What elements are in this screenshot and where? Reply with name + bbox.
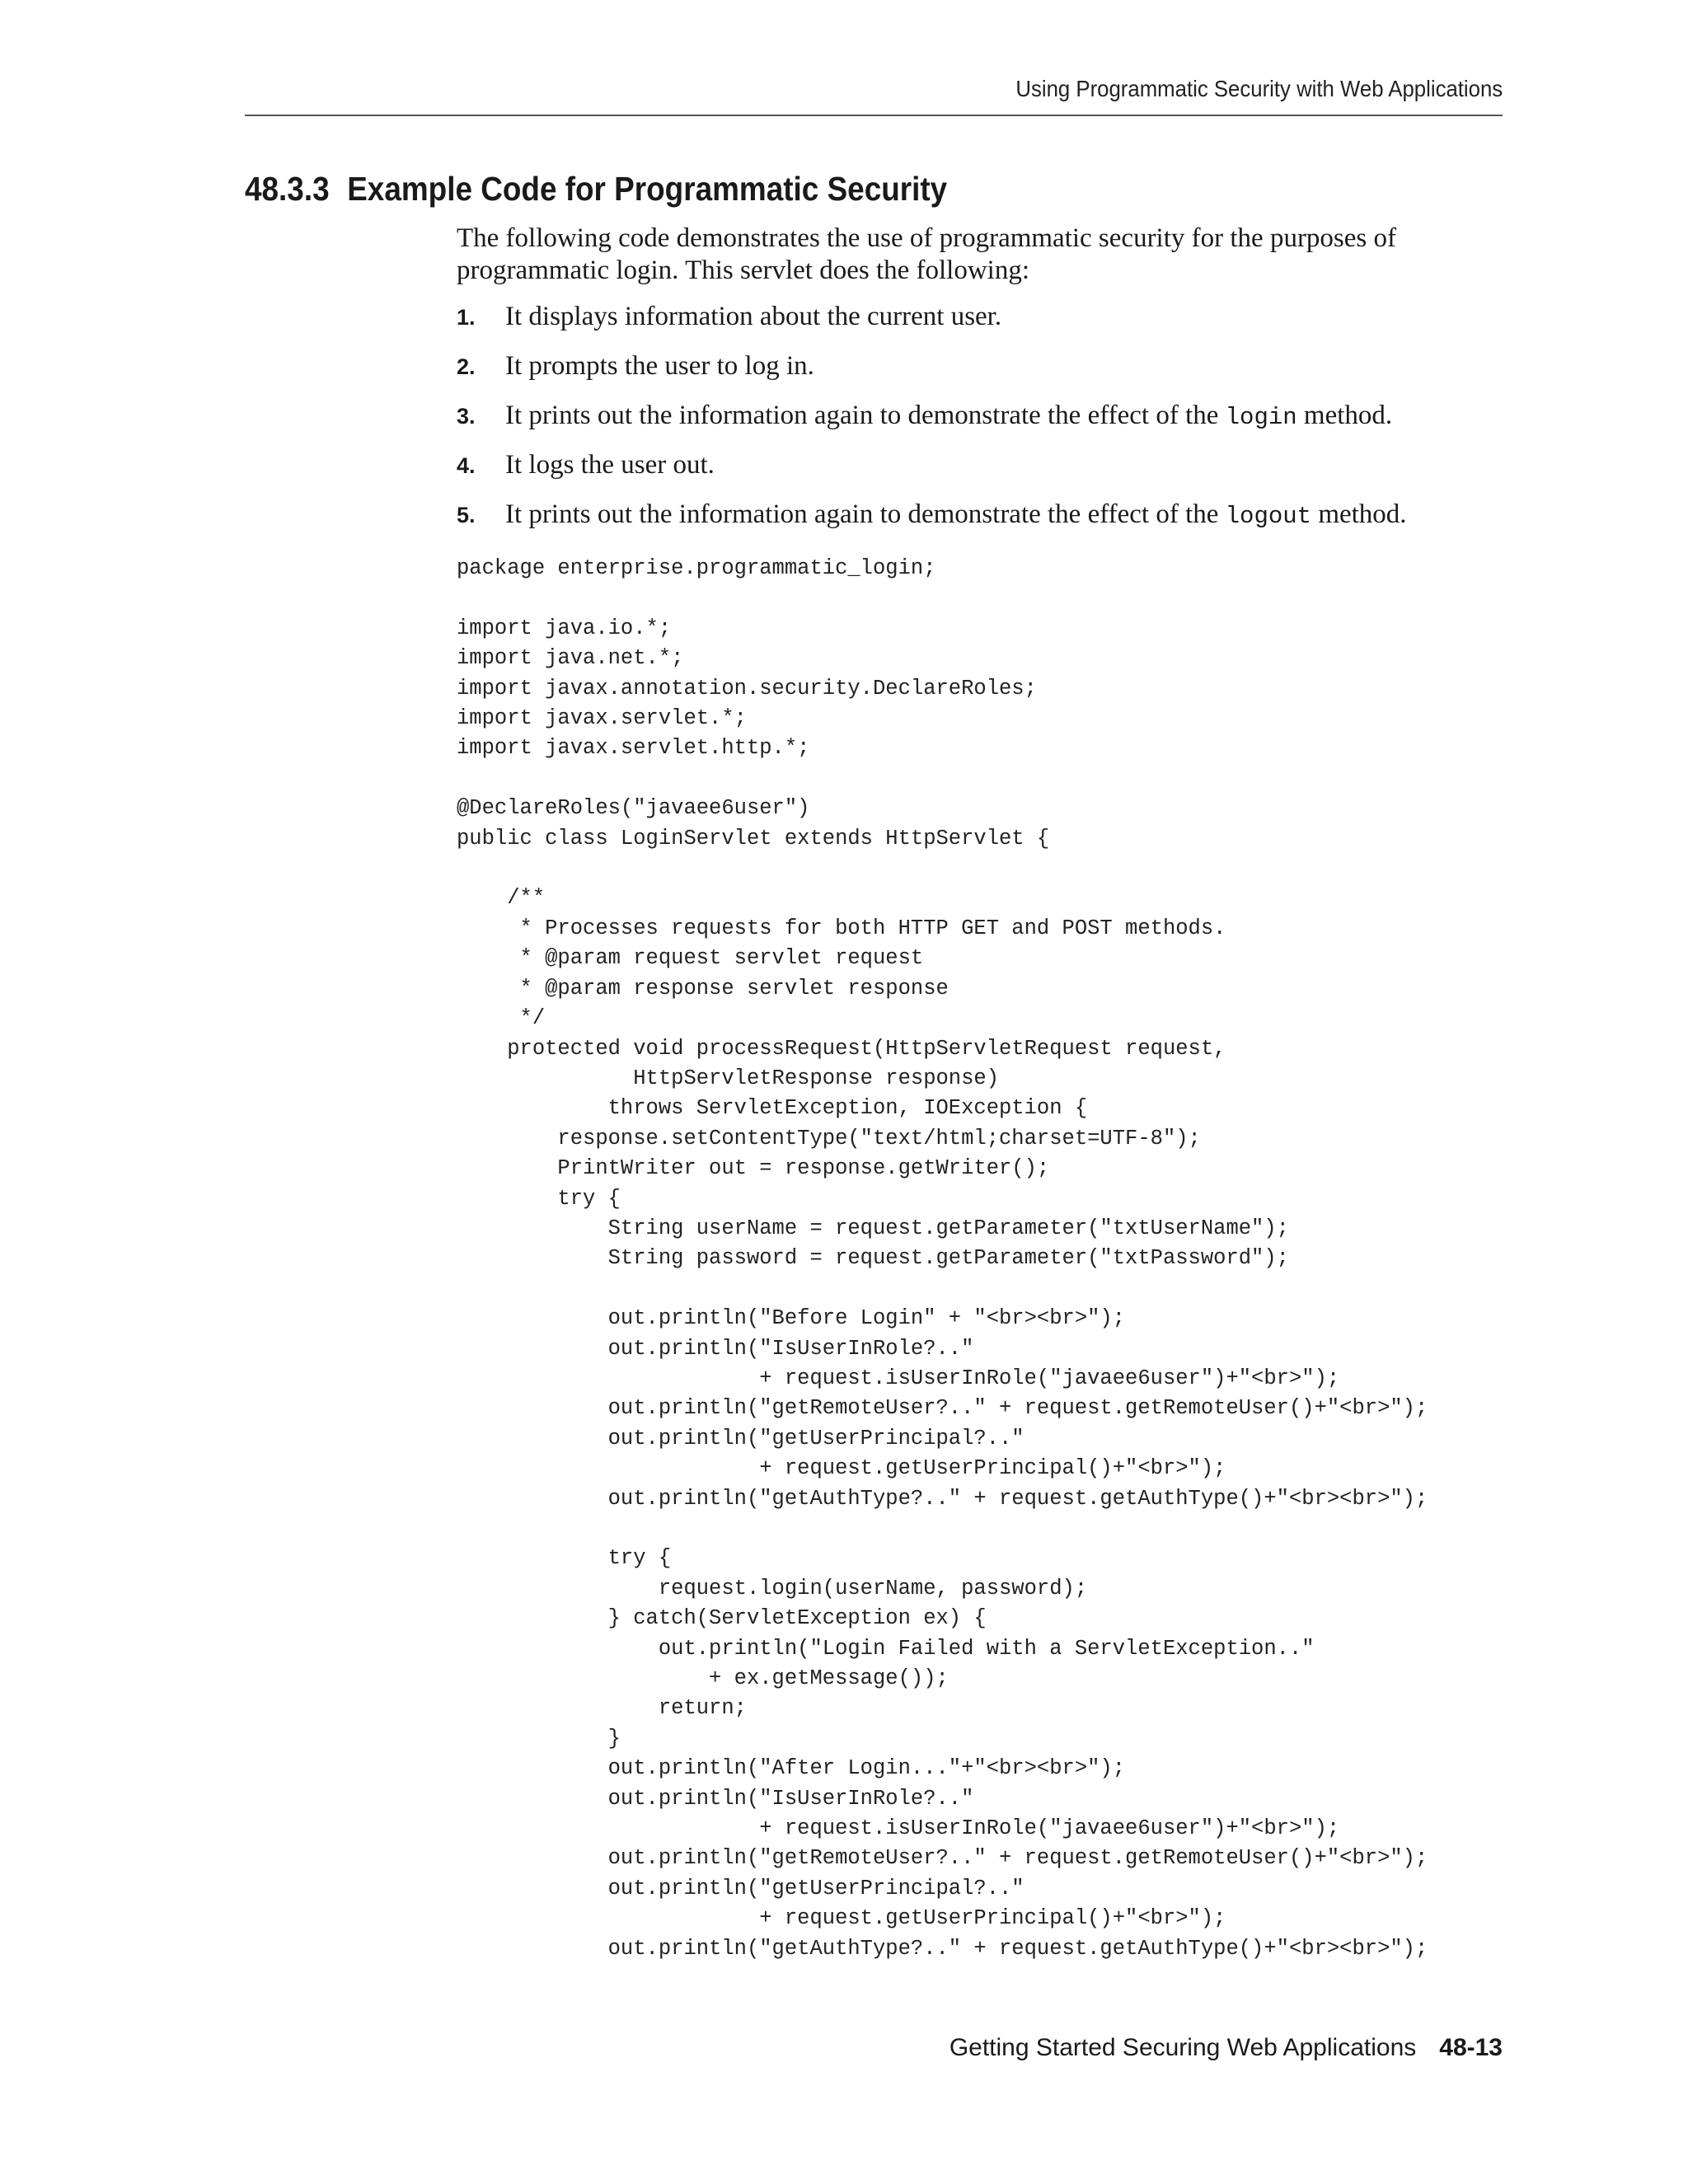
steps-list <box>457 302 1503 549</box>
list-item <box>457 351 1503 401</box>
step-text-before: It prints out the information again to demonstrate the effect of the <box>505 401 1226 430</box>
step-number: 3. <box>457 404 476 429</box>
running-header: Using Programmatic Security with Web Applications <box>1015 76 1503 101</box>
section-title: Example Code for Programmatic Security <box>347 170 948 208</box>
step-text: It logs the user out. <box>505 450 715 480</box>
header-rule <box>245 115 1503 116</box>
step-text <box>505 401 1392 431</box>
page-number: 48-13 <box>1439 2034 1503 2061</box>
section-number: 48.3.3 <box>245 170 330 208</box>
step-number: 4. <box>457 453 476 478</box>
body-block <box>457 223 1503 1964</box>
list-item <box>457 302 1503 351</box>
step-text: It prompts the user to log in. <box>505 351 814 381</box>
list-item <box>457 401 1503 450</box>
step-text-after: method. <box>1296 401 1393 430</box>
step-number: 2. <box>457 354 476 379</box>
running-footer <box>950 2034 1503 2062</box>
list-item <box>457 450 1503 499</box>
step-number: 1. <box>457 305 476 330</box>
step-text-after: method. <box>1311 499 1407 529</box>
step-number: 5. <box>457 503 476 527</box>
step-text: It displays information about the current user. <box>505 302 1002 331</box>
inline-code-login: login <box>1225 404 1297 431</box>
section-heading <box>245 170 947 209</box>
step-text-before: It prints out the information again to demonstrate the effect of the <box>505 499 1226 529</box>
inline-code-logout: logout <box>1225 503 1312 530</box>
intro-paragraph: The following code demonstrates the use of programmatic security for the purposes of programmatic login. This servlet does the following: <box>457 223 1396 285</box>
step-text <box>505 499 1407 530</box>
code-listing: package enterprise.programmatic_login; import java.io.*; import java.net.*; import javax.annotation.security.DeclareRoles; import javax.servlet.*; import javax.servlet.http.*; @DeclareRoles("javaee6user") public class LoginServlet extends HttpServlet { /** * Processes requests for both HTTP GET and POST methods. * @param request servlet request * @param response servlet response */ protected void processRequest(HttpServletRequest request, HttpServletResponse response) throws ServletException, IOException { response.setContentType("text/html;charset=UTF-8"); PrintWriter out = response.getWriter(); try { String userName = request.getParameter("txtUserName"); String password = request.getParameter("txtPassword"); out.println("Before Login" + "<br><br>"); out.println("IsUserInRole?.." + request.isUserInRole("javaee6user")+"<br>"); out.println("getRemoteUser?.." + request.getRemoteUser()+"<br>"); out.println("getUserPrincipal?.." + request.getUserPrincipal()+"<br>"); out.println("getAuthType?.." + request.getAuthType()+"<br><br>"); try { request.login(userName, password); } catch(ServletException ex) { out.println("Login Failed with a ServletException.." + ex.getMessage()); return; } out.println("After Login..."+"<br><br>"); out.println("IsUserInRole?.." + request.isUserInRole("javaee6user")+"<br>"); out.println("getRemoteUser?.." + request.getRemoteUser()+"<br>"); out.println("getUserPrincipal?.." + request.getUserPrincipal()+"<br>"); out.println("getAuthType?.." + request.getAuthType()+"<br><br>"); <box>457 556 1428 1961</box>
footer-title: Getting Started Securing Web Applications <box>949 2034 1417 2061</box>
list-item <box>457 499 1503 549</box>
